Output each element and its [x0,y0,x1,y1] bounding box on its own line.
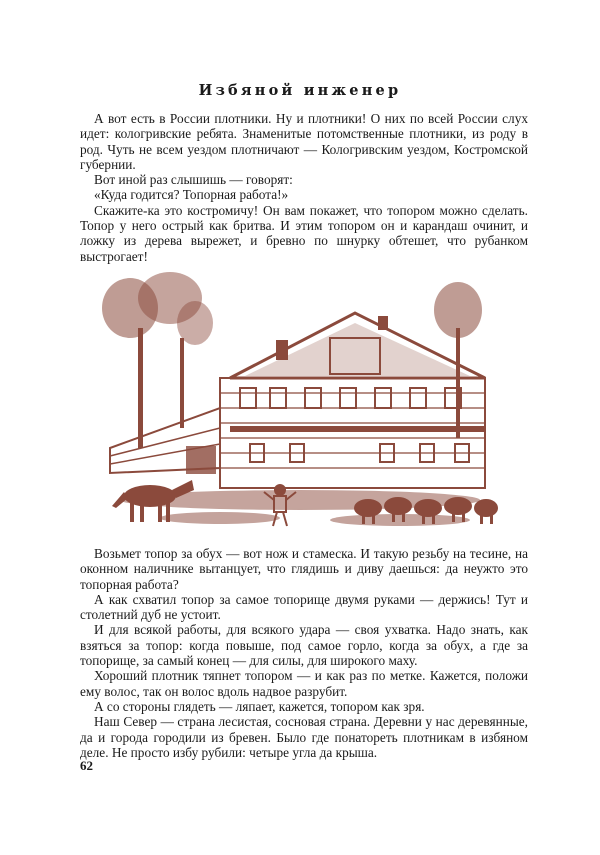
paragraph: «Куда годится? Топорная работа!» [94,187,289,203]
paragraph: А как схватил топор за самое топорище двумя руками — держись! Тут и столетний дуб не устоит. [80,591,528,623]
paragraph: И для всякой работы, для всякого удара — своя ухватка. Надо знать, как взяться за топор: когда повыше, под самое горло, когда за обух, а где за топорище, за самый конец — для силы, для широкого маху. [80,622,528,669]
paragraph: А со стороны глядеть — ляпает, кажется, топором как зря. [94,698,425,714]
paragraph: А вот есть в России плотники. Ну и плотники! О них по всей России слух идет: кологривские ребята. Знаменитые потомственные плотники, из роду в род. Чуть не всем уездом плотничают — Кологривским уездом, Костромской губернии. [80,111,528,172]
birch-tree-left [102,272,213,448]
wooden-house-illustration [100,268,500,536]
paragraph: Вот иной раз слышишь — говорят: [94,172,293,188]
paragraph: Скажите-ка это костромичу! Он вам покажет, что топором можно сделать. Топор у него острый как бритва. И этим топором он и карандаш очинит, и ложку из дерева вырежет, и бревно по шнурку обтешет, что рубанком выстрогает! [80,202,528,264]
chapter-title: Избяной инженер [198,82,402,99]
paragraph: Возьмет топор за обух — вот нож и стамеска. И такую резьбу на тесине, на оконном наличнике вытанцует, что глядишь и диву даешься: да неужто это топорная работа? [80,546,528,592]
page-number: 62 [80,758,93,773]
annex [110,408,220,474]
paragraph: Хороший плотник тяпнет топором — и как раз по метке. Кажется, положи ему волос, так он волос вдоль надвое разрубит. [80,668,528,699]
tree-right [434,282,482,438]
text-block-bottom [80,546,528,760]
text-block-top [80,111,528,264]
windows [240,388,469,462]
paragraph: Наш Север — страна лесистая, сосновая страна. Деревни у нас деревянные, да и города городили из бревен. Было где понатореть плотникам в избяном деле. Не просто избу рубили: четыре угла да крыша. [80,714,528,760]
